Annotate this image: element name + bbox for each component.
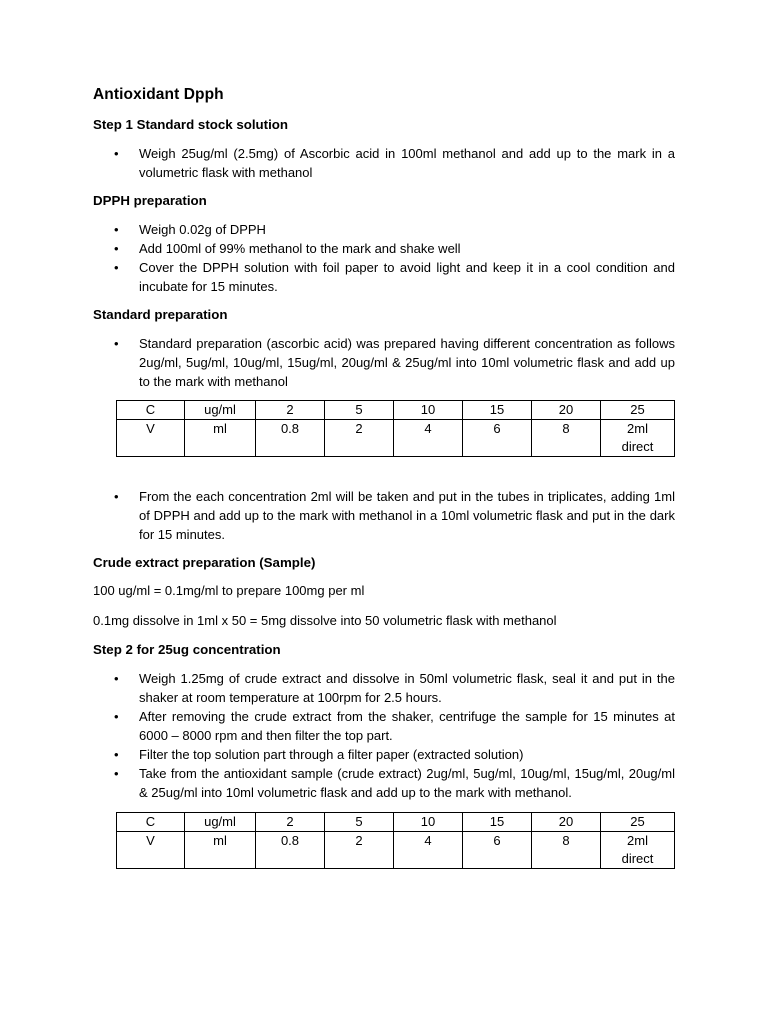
dpph-bullet-list [93,220,675,296]
table-cell: C [117,401,185,420]
section-heading-stock: Step 1 Standard stock solution [93,117,289,132]
table-cell: 0.8 [256,832,325,869]
table-cell: 4 [394,832,463,869]
list-item: • Weigh 0.02g of DPPH [93,220,675,239]
list-item: • Add 100ml of 99% methanol to the mark and shake well [93,239,675,258]
document-page [93,86,675,869]
table-row [117,832,675,869]
stock-bullet-list [93,144,675,182]
table-cell: 5 [325,401,394,420]
section-heading-standard: Standard preparation [93,307,228,322]
table-cell: ml [185,420,256,457]
crude-line-2: 0.1mg dissolve in 1ml x 50 = 5mg dissolve into 50 volumetric flask with methanol [93,613,557,628]
table-cell: V [117,420,185,457]
table-row [117,401,675,420]
list-item: • Take from the antioxidant sample (crude extract) 2ug/ml, 5ug/ml, 10ug/ml, 15ug/ml, 20ug/ml & 25ug/ml into 10ml volumetric flask and add up to the mark with methanol. [93,764,675,802]
table-cell: 8 [532,420,601,457]
list-item: • Weigh 25ug/ml (2.5mg) of Ascorbic acid in 100ml methanol and add up to the mark in a volumetric flask with methanol [93,144,675,182]
table-cell: 4 [394,420,463,457]
list-item: • Standard preparation (ascorbic acid) was prepared having different concentration as follows 2ug/ml, 5ug/ml, 10ug/ml, 15ug/ml, 20ug/ml & 25ug/ml into 10ml volumetric flask and add up to the mark with methanol [93,334,675,391]
list-item: • After removing the crude extract from the shaker, centrifuge the sample for 15 minutes at 6000 – 8000 rpm and then filter the top part. [93,707,675,745]
table-cell: 15 [463,401,532,420]
crude-line-1: 100 ug/ml = 0.1mg/ml to prepare 100mg per ml [93,583,365,598]
table-cell: 8 [532,832,601,869]
table-cell: ug/ml [185,401,256,420]
table-cell: 2ml direct [601,832,675,869]
table-cell: 2ml direct [601,420,675,457]
table-cell: 2 [325,832,394,869]
section-heading-dpph: DPPH preparation [93,193,207,208]
table-cell: ug/ml [185,813,256,832]
table-cell: 25 [601,813,675,832]
list-item: • Weigh 1.25mg of crude extract and dissolve in 50ml volumetric flask, seal it and put in the shaker at room temperature at 100rpm for 2.5 hours. [93,669,675,707]
table-cell: V [117,832,185,869]
table-cell: 2 [256,401,325,420]
sample-concentration-table [116,812,675,869]
table-cell: 15 [463,813,532,832]
table-cell: 5 [325,813,394,832]
table-row [117,420,675,457]
table-cell: 20 [532,813,601,832]
table-cell: 20 [532,401,601,420]
standard-bullet-list [93,334,675,391]
table-cell: C [117,813,185,832]
table-cell: 25 [601,401,675,420]
section-heading-step2: Step 2 for 25ug concentration [93,642,281,657]
list-item: • Cover the DPPH solution with foil paper to avoid light and keep it in a cool condition and incubate for 15 minutes. [93,258,675,296]
table-cell: 10 [394,401,463,420]
table-cell: 6 [463,832,532,869]
table-row [117,813,675,832]
list-item: • From the each concentration 2ml will be taken and put in the tubes in triplicates, adding 1ml of DPPH and add up to the mark with methanol in a 10ml volumetric flask and put in the dark for 15 minutes. [93,487,675,544]
table-cell: 6 [463,420,532,457]
table-cell: 2 [325,420,394,457]
table-cell: 2 [256,813,325,832]
list-item: • Filter the top solution part through a filter paper (extracted solution) [93,745,675,764]
table-cell: ml [185,832,256,869]
step2-bullet-list [93,669,675,802]
section-heading-crude: Crude extract preparation (Sample) [93,555,316,570]
table-cell: 0.8 [256,420,325,457]
table-cell: 10 [394,813,463,832]
standard-concentration-table [116,400,675,457]
document-title: Antioxidant Dpph [93,86,224,103]
standard-after-bullet-list [93,487,675,544]
